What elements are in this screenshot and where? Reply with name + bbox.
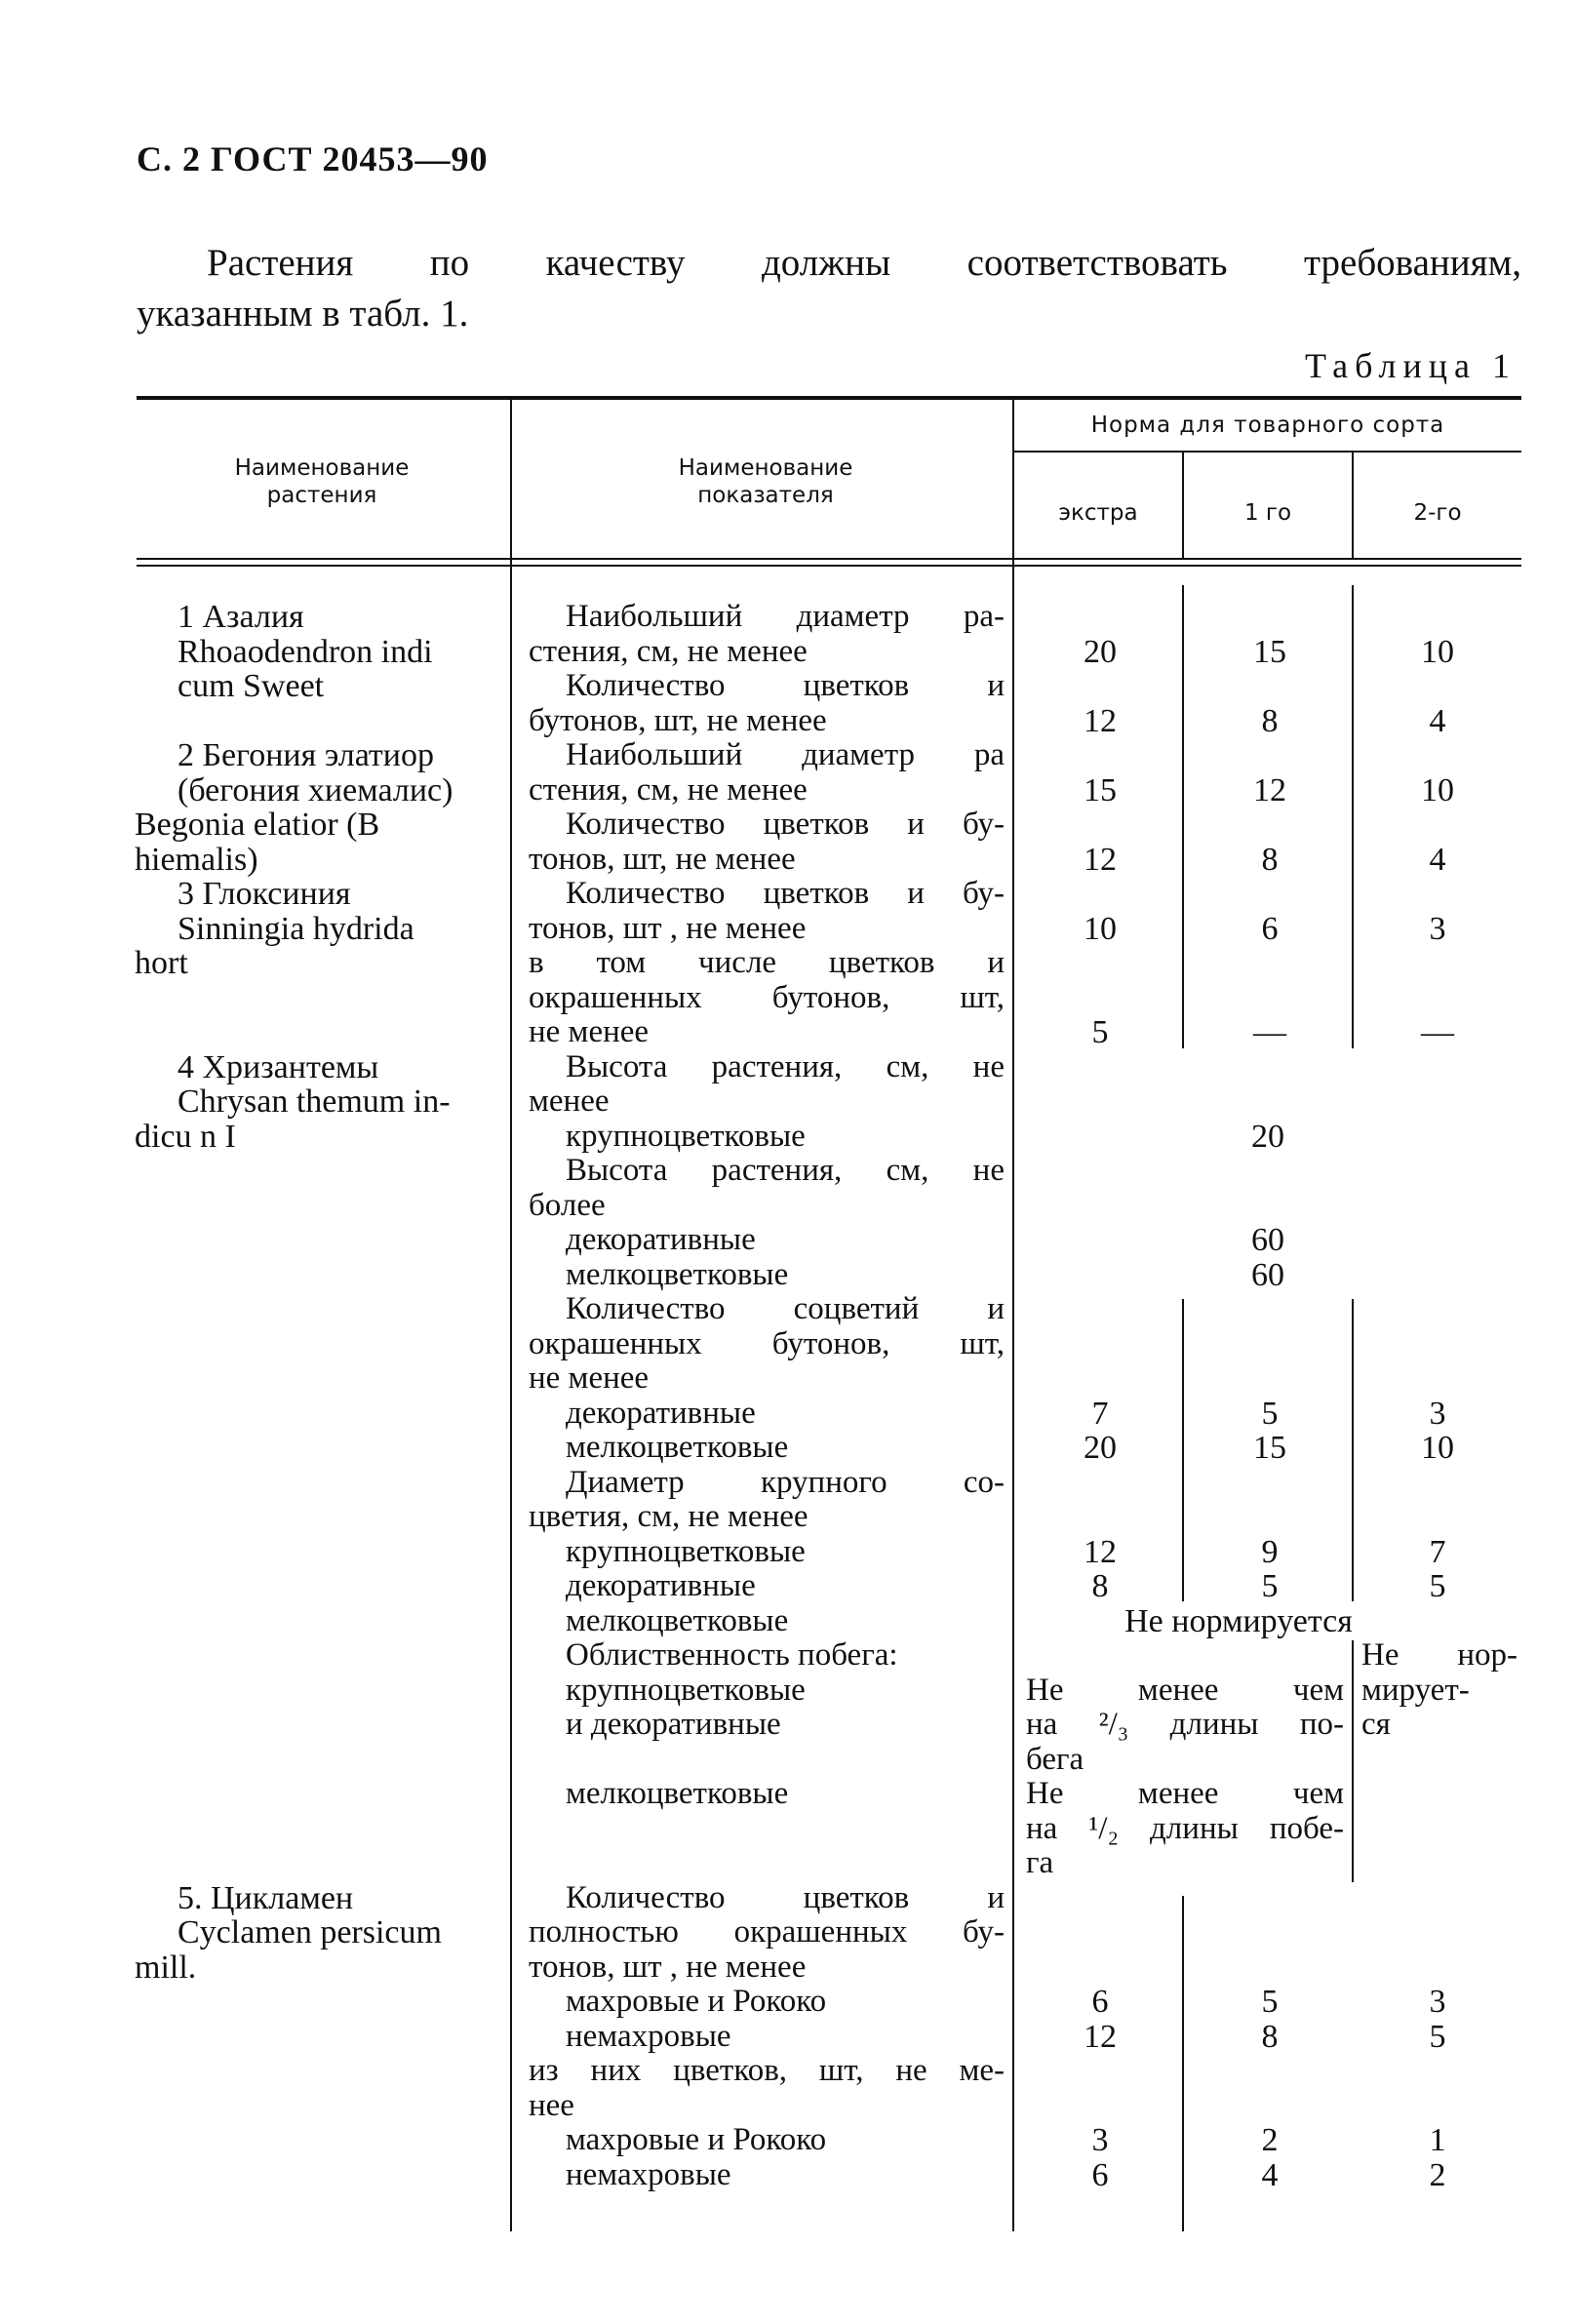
value-second: 10: [1421, 771, 1454, 808]
value-extra: 6: [1091, 1984, 1109, 2020]
table-label: Таблица 1: [1305, 346, 1517, 385]
plant-name-line: Sinningia hydrida: [177, 910, 414, 947]
indicator-line: Высота растения, см, не: [566, 1048, 1005, 1084]
value-extra: 10: [1084, 910, 1117, 947]
value-first: 5: [1261, 1568, 1279, 1604]
value-extra: 20: [1084, 633, 1117, 670]
value-extra: 12: [1084, 2018, 1117, 2055]
value-extra: 7: [1091, 1395, 1109, 1432]
value-all-grades: 60: [1251, 1222, 1284, 1258]
value-second: 10: [1421, 633, 1454, 670]
value-first: 9: [1261, 1533, 1279, 1570]
header-second: 2-го: [1413, 500, 1462, 526]
intro-line-1: Растения по качеству должны соответствовать требованиям,: [207, 242, 1521, 284]
value-first: 2: [1261, 2122, 1279, 2158]
value-first: —: [1253, 1014, 1286, 1050]
value-second: 2: [1429, 2156, 1446, 2193]
value-first: 15: [1253, 1430, 1286, 1466]
plant-name: [135, 1050, 451, 1155]
leaf-second-grade: мирует-: [1361, 1672, 1470, 1708]
plant-name-line: Cyclamen persicum: [177, 1914, 442, 1950]
value-first: 8: [1261, 702, 1279, 739]
plant-name-line: hort: [135, 945, 188, 981]
indicator-line: декоративные: [566, 1395, 756, 1431]
indicator-line: декоративные: [566, 1568, 756, 1603]
plant-name: [135, 877, 414, 981]
plant-name: [135, 738, 453, 877]
header-indicator: Наименование показателя: [678, 455, 853, 508]
indicator-line: Количество соцветий и: [566, 1291, 1005, 1326]
value-second: 4: [1429, 702, 1446, 739]
header-norm: Норма для товарного сорта: [1090, 413, 1445, 438]
header-plant: Наименование растения: [234, 455, 410, 508]
indicator-line: менее: [529, 1083, 610, 1119]
indicator-line: декоративные: [566, 1222, 756, 1257]
leaf-small: га: [1026, 1845, 1054, 1880]
value-extra: 15: [1084, 771, 1117, 808]
value-second: 7: [1429, 1533, 1446, 1570]
value-first: 4: [1261, 2156, 1279, 2193]
indicator-line: крупноцветковые: [566, 1672, 806, 1708]
indicator-line: [529, 1812, 1005, 1847]
value-second: —: [1421, 1014, 1454, 1050]
header-extra: экстра: [1058, 500, 1138, 526]
table-top-rule: [137, 396, 1521, 400]
value-first: 5: [1261, 1395, 1279, 1432]
leaf-large-decor: бега: [1026, 1741, 1084, 1777]
value-second: 3: [1429, 910, 1446, 947]
leaf-large-decor: Не менее чем: [1026, 1672, 1344, 1708]
plant-name-line: Chrysan themum in-: [177, 1083, 451, 1120]
indicator-line: махровые и Рококо: [566, 1984, 827, 2019]
indicator-line: окрашенных бутонов, шт,: [529, 979, 1005, 1015]
indicator-line: нее: [529, 2087, 574, 2123]
indicator-line: не менее: [529, 1360, 650, 1396]
value-second: 5: [1429, 1568, 1446, 1604]
value-first: 8: [1261, 841, 1279, 878]
value-first: 15: [1253, 633, 1286, 670]
value-first: 6: [1261, 910, 1279, 947]
plant-name-line: cum Sweet: [177, 668, 325, 704]
indicator-line: бутонов, шт, не менее: [529, 702, 827, 738]
indicator-line: тонов, шт, не менее: [529, 841, 796, 877]
indicator-line: [529, 1743, 1005, 1778]
plant-name-line: (бегония хиемалис): [177, 771, 453, 808]
indicator-line: мелкоцветковые: [566, 1430, 789, 1465]
indicator-line: окрашенных бутонов, шт,: [529, 1325, 1005, 1361]
value-first: 12: [1253, 771, 1286, 808]
intro-line-2: указанным в табл. 1.: [137, 293, 469, 335]
plant-name: [135, 600, 433, 704]
indicator-line: не менее: [529, 1014, 650, 1049]
leaf-large-decor: на ²/₃ длины по-: [1026, 1707, 1344, 1742]
plant-name-line: Rhoaodendron indi: [177, 633, 433, 670]
indicator-line: немахровые: [566, 2018, 731, 2054]
indicator-line: полностью окрашенных бу-: [529, 1914, 1005, 1950]
plant-name-line: mill.: [135, 1949, 197, 1986]
value-extra: 5: [1091, 1014, 1109, 1050]
indicator-line: Количество цветков и: [566, 1879, 1005, 1915]
value-extra: 3: [1091, 2122, 1109, 2158]
indicator-line: немахровые: [566, 2156, 731, 2192]
indicator-line: тонов, шт , не менее: [529, 1949, 807, 1985]
indicator-line: мелкоцветковые: [566, 1256, 789, 1292]
leaf-second-grade: Не нор-: [1361, 1637, 1518, 1673]
indicator-line: мелкоцветковые: [566, 1776, 789, 1811]
indicator-line: Количество цветков и бу-: [566, 807, 1005, 842]
plant-name-line: 3 Глоксиния: [177, 876, 351, 912]
value-first: 5: [1261, 1984, 1279, 2020]
indicator-line: Облиственность побега:: [566, 1637, 898, 1673]
indicator-line: Диаметр крупного со-: [566, 1464, 1005, 1500]
plant-name-line: 4 Хризантемы: [177, 1048, 379, 1085]
indicator-line: крупноцветковые: [566, 1533, 806, 1569]
plant-name-line: 1 Азалия: [177, 599, 304, 635]
leaf-small: на ¹/₂ длины побе-: [1026, 1810, 1344, 1846]
indicator-line: более: [529, 1187, 606, 1223]
indicator-line: Количество цветков и: [566, 668, 1005, 703]
indicator-line: из них цветков, шт, не ме-: [529, 2053, 1005, 2088]
leaf-second-grade: ся: [1361, 1707, 1391, 1742]
plant-name-line: hiemalis): [135, 841, 258, 878]
col4-divider-c: [1352, 1640, 1354, 1882]
value-first: 8: [1261, 2018, 1279, 2055]
value-second: 5: [1429, 2018, 1446, 2055]
indicator-line: в том числе цветков и: [529, 945, 1005, 980]
indicator-line: стения, см, не менее: [529, 633, 808, 669]
indicator-line: мелкоцветковые: [566, 1602, 789, 1638]
indicator-line: стения, см, не менее: [529, 771, 808, 807]
value-second: 1: [1429, 2122, 1446, 2158]
value-second: 3: [1429, 1395, 1446, 1432]
value-not-normed: Не нормируется: [1124, 1602, 1353, 1639]
plant-name-line: Begonia elatior (B: [135, 807, 380, 843]
indicator-line: цветия, см, не менее: [529, 1499, 808, 1534]
value-all-grades: 20: [1251, 1118, 1284, 1155]
plant-name-line: dicu n I: [135, 1118, 236, 1155]
plant-name: [135, 1881, 442, 1986]
value-extra: 12: [1084, 702, 1117, 739]
value-extra: 12: [1084, 841, 1117, 878]
header-bottom-rule: [137, 558, 1521, 560]
header-first: 1 го: [1243, 500, 1292, 526]
plant-name-line: 2 Бегония элатиор: [177, 737, 434, 773]
plant-name-line: 5. Цикламен: [177, 1879, 354, 1916]
indicator-line: [529, 1846, 1005, 1881]
indicator-line: тонов, шт , не менее: [529, 910, 807, 946]
value-extra: 8: [1091, 1568, 1109, 1604]
leaf-small: Не менее чем: [1026, 1776, 1344, 1811]
col-divider-2: [1012, 400, 1014, 2231]
page-header: С. 2 ГОСТ 20453—90: [137, 139, 489, 178]
indicator-line: крупноцветковые: [566, 1118, 806, 1154]
indicator-line: Наибольший диаметр ра: [566, 737, 1005, 772]
norm-header-rule: [1014, 451, 1521, 453]
value-extra: 6: [1091, 2156, 1109, 2193]
col-divider-1: [510, 400, 512, 2231]
indicator-line: Высота растения, см, не: [566, 1153, 1005, 1188]
indicator-line: и декоративные: [566, 1707, 781, 1742]
indicator-line: Количество цветков и бу-: [566, 876, 1005, 911]
value-second: 3: [1429, 1984, 1446, 2020]
value-second: 10: [1421, 1430, 1454, 1466]
indicator-line: махровые и Рококо: [566, 2122, 827, 2157]
header-bottom-rule-2: [137, 565, 1521, 567]
indicator-line: Наибольший диаметр ра-: [566, 599, 1005, 634]
value-second: 4: [1429, 841, 1446, 878]
value-all-grades: 60: [1251, 1256, 1284, 1293]
value-extra: 20: [1084, 1430, 1117, 1466]
value-extra: 12: [1084, 1533, 1117, 1570]
